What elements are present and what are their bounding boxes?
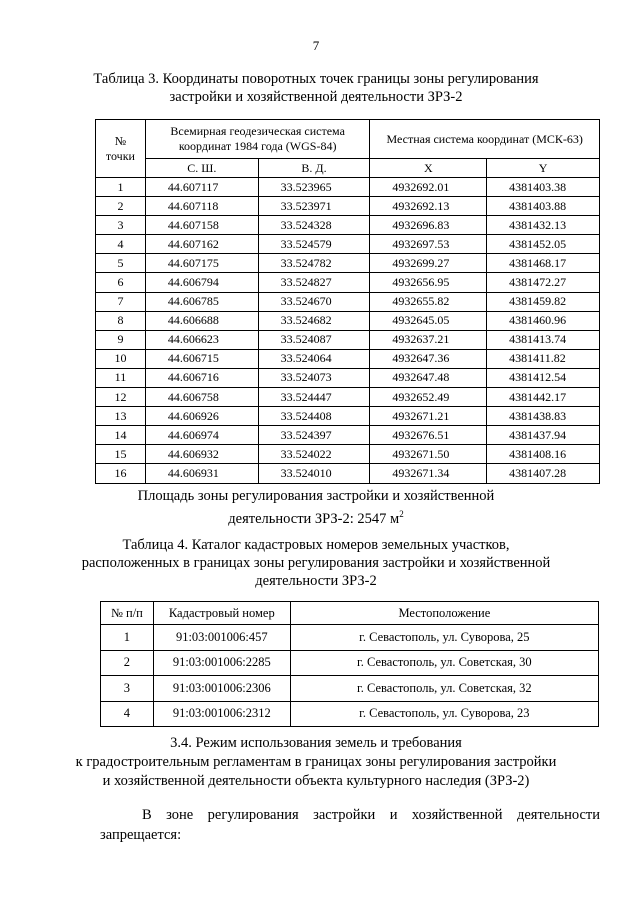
table-row (96, 368, 600, 387)
table4-caption-line: деятельности ЗРЗ-2 (255, 573, 377, 589)
cadastral-table (100, 601, 599, 727)
header-msk63: Местная система координат (МСК-63) (370, 120, 600, 159)
table4-caption-line: Таблица 4. Каталог кадастровых номеров земельных участков, (122, 537, 510, 553)
cell-point-number: 6 (96, 273, 146, 292)
cell-latitude: 44.606932 (145, 445, 258, 464)
cell-latitude: 44.606758 (145, 388, 258, 407)
header-wgs84-line1: Всемирная геодезическая система (170, 124, 345, 138)
cell-y-coordinate: 4381472.27 (487, 273, 600, 292)
coordinates-table-body (96, 178, 600, 484)
area-unit-superscript: 2 (399, 509, 404, 519)
cell-location: г. Севастополь, ул. Советская, 30 (290, 650, 598, 676)
cell-x-coordinate: 4932656.95 (370, 273, 487, 292)
cell-longitude: 33.524827 (258, 273, 370, 292)
cell-point-number: 5 (96, 254, 146, 273)
table-row (101, 650, 599, 676)
cell-x-coordinate: 4932647.48 (370, 368, 487, 387)
table-row (96, 273, 600, 292)
cell-latitude: 44.606926 (145, 407, 258, 426)
table-row (96, 464, 600, 483)
cell-latitude: 44.607162 (145, 235, 258, 254)
table3-caption-line: застройки и хозяйственной деятельности ЗРЗ-2 (169, 89, 463, 105)
table-row (96, 388, 600, 407)
cell-longitude: 33.524782 (258, 254, 370, 273)
section-heading-line: и хозяйственной деятельности объекта культурного наследия (ЗРЗ-2) (102, 773, 530, 789)
area-text-line1: Площадь зоны регулирования застройки и хозяйственной (137, 488, 495, 504)
page-number: 7 (312, 38, 320, 53)
area-text-line2 (0, 505, 632, 528)
cell-point-number: 3 (96, 216, 146, 235)
header-wgs84 (145, 120, 370, 159)
cell-x-coordinate: 4932671.50 (370, 445, 487, 464)
header-point-number (96, 120, 146, 178)
cell-latitude: 44.607117 (145, 178, 258, 197)
section-heading-line: 3.4. Режим использования земель и требования (170, 735, 462, 751)
table-row (101, 701, 599, 727)
cell-latitude: 44.606974 (145, 426, 258, 445)
table-row (101, 676, 599, 702)
cell-x-coordinate: 4932699.27 (370, 254, 487, 273)
cell-y-coordinate: 4381407.28 (487, 464, 600, 483)
cell-longitude: 33.524010 (258, 464, 370, 483)
cell-y-coordinate: 4381452.05 (487, 235, 600, 254)
header-point-number-line1: № (114, 133, 127, 148)
cell-y-coordinate: 4381459.82 (487, 292, 600, 311)
cell-longitude: 33.523971 (258, 197, 370, 216)
cell-y-coordinate: 4381408.16 (487, 445, 600, 464)
header-location: Местоположение (290, 602, 598, 625)
cell-latitude: 44.606688 (145, 311, 258, 330)
coordinates-table (95, 119, 600, 484)
table-row (96, 292, 600, 311)
section-heading (0, 734, 632, 791)
table3-caption-line: Таблица 3. Координаты поворотных точек границы зоны регулирования (93, 71, 539, 87)
cadastral-table-body (101, 625, 599, 727)
cell-latitude: 44.607158 (145, 216, 258, 235)
table-row (96, 311, 600, 330)
cell-x-coordinate: 4932676.51 (370, 426, 487, 445)
cell-x-coordinate: 4932692.13 (370, 197, 487, 216)
cell-row-number: 3 (101, 676, 154, 702)
table4-caption (0, 536, 632, 590)
cell-x-coordinate: 4932655.82 (370, 292, 487, 311)
cell-y-coordinate: 4381403.88 (487, 197, 600, 216)
cell-longitude: 33.524397 (258, 426, 370, 445)
cell-longitude: 33.524579 (258, 235, 370, 254)
cell-row-number: 4 (101, 701, 154, 727)
section-heading-line: к градостроительным регламентам в границах зоны регулирования застройки (75, 754, 557, 770)
cell-row-number: 2 (101, 650, 154, 676)
cell-x-coordinate: 4932652.49 (370, 388, 487, 407)
cell-latitude: 44.606794 (145, 273, 258, 292)
cell-point-number: 1 (96, 178, 146, 197)
cell-point-number: 11 (96, 368, 146, 387)
cell-y-coordinate: 4381412.54 (487, 368, 600, 387)
cell-x-coordinate: 4932692.01 (370, 178, 487, 197)
cell-cadastral-number: 91:03:001006:2306 (153, 676, 290, 702)
cell-x-coordinate: 4932647.36 (370, 349, 487, 368)
prohibition-paragraph (100, 805, 600, 845)
cell-cadastral-number: 91:03:001006:2312 (153, 701, 290, 727)
cell-point-number: 15 (96, 445, 146, 464)
cell-longitude: 33.523965 (258, 178, 370, 197)
header-row-number: № п/п (101, 602, 154, 625)
cell-y-coordinate: 4381411.82 (487, 349, 600, 368)
cell-longitude: 33.524670 (258, 292, 370, 311)
cell-longitude: 33.524087 (258, 330, 370, 349)
cell-location: г. Севастополь, ул. Суворова, 23 (290, 701, 598, 727)
cell-location: г. Севастополь, ул. Советская, 32 (290, 676, 598, 702)
header-latitude: С. Ш. (145, 159, 258, 178)
cell-latitude: 44.606716 (145, 368, 258, 387)
table-row (96, 445, 600, 464)
cell-point-number: 4 (96, 235, 146, 254)
header-wgs84-line2: координат 1984 года (WGS-84) (178, 139, 337, 153)
header-point-number-line2: точки (105, 148, 135, 163)
table-row (96, 216, 600, 235)
cell-cadastral-number: 91:03:001006:2285 (153, 650, 290, 676)
cell-latitude: 44.606931 (145, 464, 258, 483)
cell-y-coordinate: 4381468.17 (487, 254, 600, 273)
header-x: X (370, 159, 487, 178)
area-value: деятельности ЗРЗ-2: 2547 м (228, 510, 400, 527)
cell-point-number: 12 (96, 388, 146, 407)
cell-longitude: 33.524447 (258, 388, 370, 407)
table-row (101, 625, 599, 651)
header-y: Y (487, 159, 600, 178)
cell-x-coordinate: 4932671.21 (370, 407, 487, 426)
cell-cadastral-number: 91:03:001006:457 (153, 625, 290, 651)
cell-y-coordinate: 4381432.13 (487, 216, 600, 235)
area-text (0, 487, 632, 528)
cell-y-coordinate: 4381413.74 (487, 330, 600, 349)
cell-point-number: 14 (96, 426, 146, 445)
cell-y-coordinate: 4381437.94 (487, 426, 600, 445)
cell-point-number: 2 (96, 197, 146, 216)
cell-y-coordinate: 4381442.17 (487, 388, 600, 407)
table-row (96, 426, 600, 445)
table-row (96, 197, 600, 216)
cell-point-number: 13 (96, 407, 146, 426)
table4-caption-line: расположенных в границах зоны регулирования застройки и хозяйственной (81, 555, 551, 571)
cell-longitude: 33.524328 (258, 216, 370, 235)
cell-x-coordinate: 4932696.83 (370, 216, 487, 235)
header-cadastral-number: Кадастровый номер (153, 602, 290, 625)
cell-point-number: 10 (96, 349, 146, 368)
cell-x-coordinate: 4932645.05 (370, 311, 487, 330)
cell-y-coordinate: 4381460.96 (487, 311, 600, 330)
table-row (96, 235, 600, 254)
table-row (96, 178, 600, 197)
header-longitude: В. Д. (258, 159, 370, 178)
cell-x-coordinate: 4932697.53 (370, 235, 487, 254)
cell-longitude: 33.524073 (258, 368, 370, 387)
cell-latitude: 44.606785 (145, 292, 258, 311)
cell-latitude: 44.606623 (145, 330, 258, 349)
table3-caption (0, 70, 632, 106)
cell-x-coordinate: 4932671.34 (370, 464, 487, 483)
table-row (96, 330, 600, 349)
cell-row-number: 1 (101, 625, 154, 651)
prohibition-paragraph-line1: В зоне регулирования застройки и хозяйственной деятельности (142, 807, 600, 823)
table-row (96, 407, 600, 426)
table-row (96, 254, 600, 273)
cell-longitude: 33.524682 (258, 311, 370, 330)
cell-latitude: 44.606715 (145, 349, 258, 368)
cell-y-coordinate: 4381438.83 (487, 407, 600, 426)
cell-point-number: 7 (96, 292, 146, 311)
cell-point-number: 8 (96, 311, 146, 330)
cell-y-coordinate: 4381403.38 (487, 178, 600, 197)
cell-longitude: 33.524408 (258, 407, 370, 426)
cell-x-coordinate: 4932637.21 (370, 330, 487, 349)
cell-longitude: 33.524064 (258, 349, 370, 368)
cell-point-number: 9 (96, 330, 146, 349)
cell-location: г. Севастополь, ул. Суворова, 25 (290, 625, 598, 651)
prohibition-paragraph-line2: запрещается: (100, 827, 182, 843)
cell-latitude: 44.607175 (145, 254, 258, 273)
table-row (96, 349, 600, 368)
cell-longitude: 33.524022 (258, 445, 370, 464)
cell-point-number: 16 (96, 464, 146, 483)
cell-latitude: 44.607118 (145, 197, 258, 216)
